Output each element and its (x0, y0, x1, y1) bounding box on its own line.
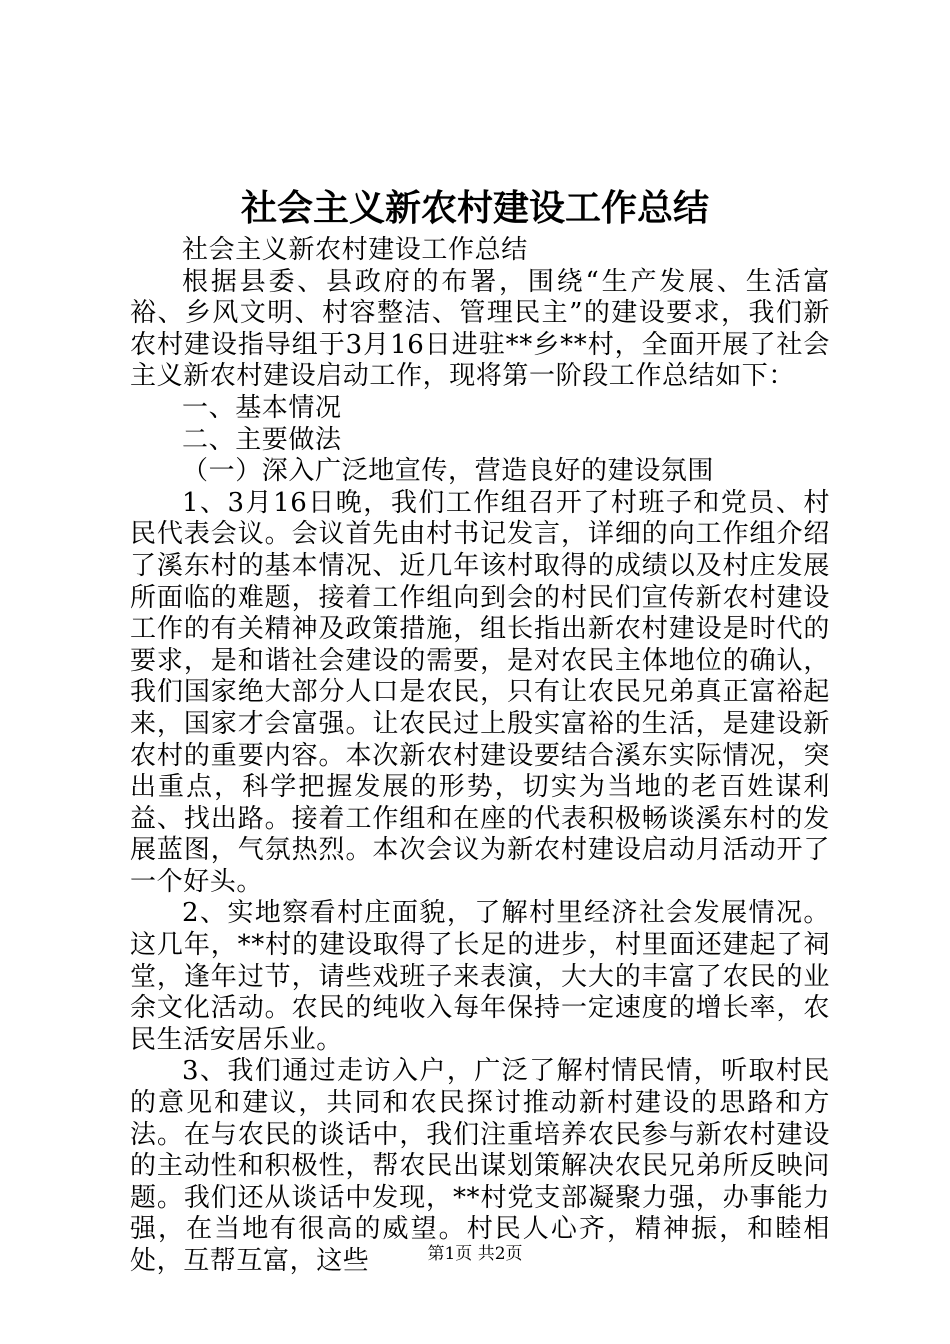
section-heading-basic-situation: 一、基本情况 (182, 392, 342, 423)
page-footer: 第1页 共2页 (427, 1244, 523, 1264)
subsection-heading-publicity: （一）深入广泛地宣传，营造良好的建设氛围 (182, 456, 715, 487)
section-heading-main-practices: 二、主要做法 (182, 424, 342, 455)
body-paragraph-item-1: 1、3月16日晚，我们工作组召开了村班子和党员、村民代表会议。会议首先由村书记发言，详细的向工作组介绍了溪东村的基本情况、近几年该村取得的成绩以及村庄发展所面临的难题，接着工作组向到会的村民们宣传新农村建设工作的有关精神及政策措施，组长指出新农村建设是时代的要求，是和谐社会建设的需要，是对农民主体地位的确认，我们国家绝大部分人口是农民，只有让农民兄弟真正富裕起来，国家才会富强。让农民过上殷实富裕的生活，是建设新农村的重要内容。本次新农村建设要结合溪东实际情况，突出重点，科学把握发展的形势，切实为当地的老百姓谋利益、找出路。接着工作组和在座的代表积极畅谈溪东村的发展蓝图，气氛热烈。本次会议为新农村建设启动月活动开了一个好头。 (130, 487, 830, 897)
body-paragraph-item-3: 3、我们通过走访入户，广泛了解村情民情，听取村民的意见和建议，共同和农民探讨推动新村建设的思路和方法。在与农民的谈话中，我们注重培养农民参与新农村建设的主动性和积极性，帮农民出谋划策解决农民兄弟所反映问题。我们还从谈话中发现，**村党支部凝聚力强，办事能力强，在当地有很高的威望。村民人心齐，精神振，和睦相处，互帮互富，这些 (130, 1056, 830, 1276)
document-body (130, 235, 830, 1278)
document-title: 社会主义新农村建设工作总结 (240, 187, 709, 229)
body-paragraph-item-2: 2、实地察看村庄面貌，了解村里经济社会发展情况。这几年，**村的建设取得了长足的进步，村里面还建起了祠堂，逢年过节，请些戏班子来表演，大大的丰富了农民的业余文化活动。农民的纯收入每年保持一定速度的增长率，农民生活安居乐业。 (130, 898, 830, 1055)
body-paragraph-intro: 根据县委、县政府的布署，围绕“生产发展、生活富裕、乡风文明、村容整洁、管理民主”的建设要求，我们新农村建设指导组于3月16日进驻**乡**村，全面开展了社会主义新农村建设启动工作，现将第一阶段工作总结如下： (130, 266, 830, 392)
body-paragraph-subtitle: 社会主义新农村建设工作总结 (182, 235, 528, 265)
